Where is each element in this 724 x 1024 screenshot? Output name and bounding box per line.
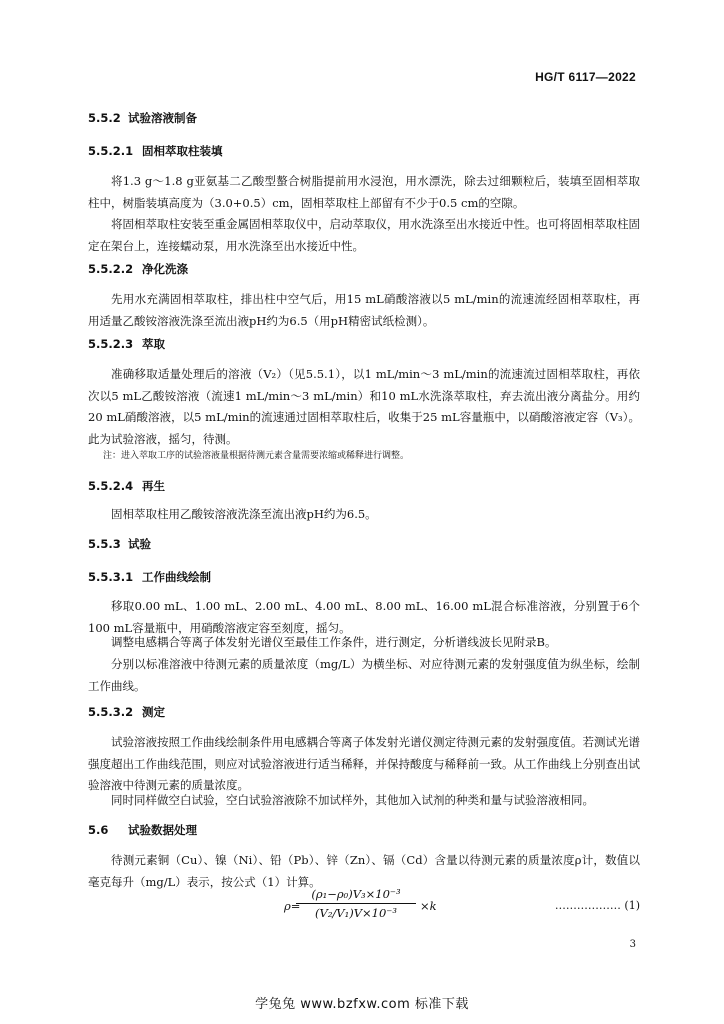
heading-5-5-2-1 [88,143,223,159]
formula-tail: ×k [420,899,437,913]
section-title: 试验 [128,537,151,551]
paragraph-extraction: 准确移取适量处理后的溶液（V₂）（见5.5.1），以1 mL/min～3 mL/min的流速流过固相萃取柱，再依次以5 mL乙酸铵溶液（流速1 mL/min～3 mL/min）和10 mL水洗涤萃取柱，弃去流出液分离盐分。用约20 mL硝酸溶液，以5 mL/min的流速通过固相萃取柱后，收集于25 mL容量瓶中，以硝酸溶液定容（V₃）。此为试验溶液，摇匀，待测。 [88,367,640,446]
section-title: 净化洗涤 [142,262,188,276]
equation-label: ……………… (1) [554,899,640,912]
heading-5-5-2-3 [88,336,165,352]
paragraph-cleaning: 先用水充满固相萃取柱，排出柱中空气后，用15 mL硝酸溶液以5 mL/min的流速流经固相萃取柱，再用适量乙酸铵溶液洗涤至流出液pH约为6.5（用pH精密试纸检测）。 [88,292,640,328]
section-title: 工作曲线绘制 [142,570,211,584]
formula-lhs: ρ= [284,899,301,913]
heading-5-5-3-2 [88,704,165,720]
paragraph-measure-2: 同时同样做空白试验，空白试验溶液除不加试样外，其他加入试剂的种类和量与试验溶液相同。 [111,793,594,807]
standard-code: HG/T 6117—2022 [535,70,636,84]
section-number: 5.5.2.1 [88,144,134,158]
heading-5-6 [88,822,197,838]
section-title: 试验溶液制备 [128,111,197,125]
section-number: 5.5.2.4 [88,479,134,493]
section-title: 再生 [142,479,165,493]
paragraph-packing-2: 将固相萃取柱安装至重金属固相萃取仪中，启动萃取仪，用水洗涤至出水接近中性。也可将固相萃取柱固定在架台上，连接蠕动泵，用水洗涤至出水接近中性。 [88,217,640,253]
paragraph-measure-1: 试验溶液按照工作曲线绘制条件用电感耦合等离子体发射光谱仪测定待测元素的发射强度值。若测试光谱强度超出工作曲线范围，则应对试验溶液进行适当稀释，并保持酸度与稀释前一致。从工作曲线上分别查出试验溶液中待测元素的质量浓度。 [88,735,640,792]
section-title: 试验数据处理 [128,823,197,837]
section-number: 5.5.2.3 [88,337,134,351]
paragraph-curve-1: 移取0.00 mL、1.00 mL、2.00 mL、4.00 mL、8.00 mL、16.00 mL混合标准溶液，分别置于6个100 mL容量瓶中，用硝酸溶液定容至刻度，摇匀。 [88,599,640,635]
section-title: 萃取 [142,337,165,351]
formula-fraction [296,887,416,921]
paragraph-data-processing: 待测元素铜（Cu）、镍（Ni）、铅（Pb）、锌（Zn）、镉（Cd）含量以待测元素的质量浓度ρ计，数值以毫克每升（mg/L）表示，按公式（1）计算。 [88,853,640,889]
heading-5-5-3 [88,536,151,552]
section-title: 测定 [142,705,165,719]
note: 注：进入萃取工序的试验溶液量根据待测元素含量需要浓缩或稀释进行调整。 [103,451,410,461]
section-number: 5.5.2.2 [88,262,134,276]
section-number: 5.5.3.2 [88,705,134,719]
heading-5-5-3-1 [88,569,211,585]
paragraph-regeneration: 固相萃取柱用乙酸铵溶液洗涤至流出液pH约为6.5。 [111,507,377,521]
section-number: 5.5.2 [88,111,121,125]
section-number: 5.5.3 [88,537,121,551]
section-title: 固相萃取柱装填 [142,144,223,158]
heading-5-5-2-4 [88,478,165,494]
footer-watermark: 学兔兔 www.bzfxw.com 标准下载 [255,997,469,1012]
formula-numerator: (ρ₁−ρ₀)V₃×10⁻³ [311,887,401,901]
heading-5-5-2 [88,110,197,126]
formula-denominator: (V₂/V₁)V×10⁻³ [315,906,397,920]
fraction-bar [296,903,416,904]
section-number: 5.5.3.1 [88,570,134,584]
section-number: 5.6 [88,823,109,837]
paragraph-packing-1: 将1.3 g～1.8 g亚氨基二乙酸型螯合树脂提前用水浸泡，用水漂洗，除去过细颗粒后，装填至固相萃取柱中，树脂装填高度为（3.0+0.5）cm，固相萃取柱上部留有不少于0.5 cm的空隙。 [88,174,640,210]
paragraph-curve-3: 分别以标准溶液中待测元素的质量浓度（mg/L）为横坐标、对应待测元素的发射强度值为纵坐标，绘制工作曲线。 [88,657,640,693]
heading-5-5-2-2 [88,261,188,277]
page-number: 3 [629,939,636,950]
paragraph-curve-2: 调整电感耦合等离子体发射光谱仪至最佳工作条件，进行测定，分析谱线波长见附录B。 [111,635,557,649]
